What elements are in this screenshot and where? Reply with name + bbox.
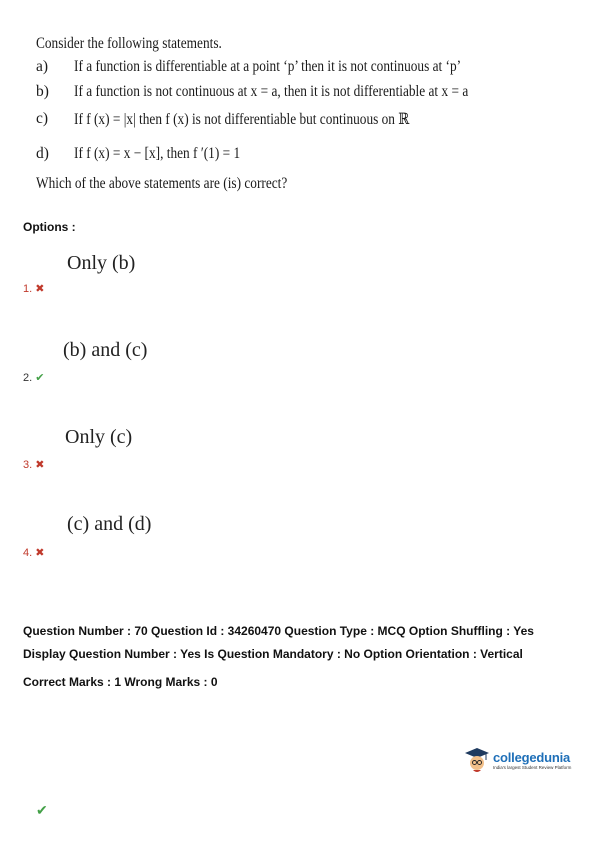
cross-icon: ✖	[35, 283, 45, 295]
option-2-number: 2.	[23, 372, 33, 384]
cross-icon: ✖	[35, 547, 45, 559]
question-meta-line-2: Display Question Number : Yes Is Question Mandatory : No Option Orientation : Vertical	[23, 647, 523, 661]
check-icon: ✔	[36, 802, 48, 818]
option-2-text[interactable]: (b) and (c)	[63, 339, 148, 361]
cross-icon: ✖	[35, 459, 45, 471]
option-1-text[interactable]: Only (b)	[67, 252, 136, 274]
option-4-text[interactable]: (c) and (d)	[67, 513, 152, 535]
graduate-icon	[464, 746, 490, 774]
question-intro: Consider the following statements.	[36, 35, 222, 52]
question-meta-line-1: Question Number : 70 Question Id : 34260470 Question Type : MCQ Option Shuffling : Yes	[23, 624, 534, 638]
question-meta-line-3: Correct Marks : 1 Wrong Marks : 0	[23, 675, 218, 689]
option-4-number: 4.	[23, 547, 33, 559]
statement-label-b: b)	[36, 83, 49, 100]
statement-b: If a function is not continuous at x = a, then it is not differentiable at x = a	[74, 83, 469, 100]
options-heading: Options :	[23, 220, 76, 234]
statement-d: If f (x) = x − [x], then f ′(1) = 1	[74, 145, 241, 162]
option-3-text[interactable]: Only (c)	[65, 426, 133, 448]
logo-tagline: India's largest Student Review Platform	[493, 765, 572, 770]
option-3-marker	[23, 455, 44, 473]
option-4-marker	[23, 543, 44, 561]
option-3-number: 3.	[23, 459, 33, 471]
statement-label-d: d)	[36, 145, 49, 162]
option-1-marker	[23, 279, 44, 297]
option-1-number: 1.	[23, 283, 33, 295]
question-prompt: Which of the above statements are (is) correct?	[36, 175, 288, 192]
collegedunia-logo	[464, 746, 571, 774]
logo-name: collegedunia	[493, 750, 571, 765]
statement-c: If f (x) = |x| then f (x) is not differentiable but continuous on ℝ	[74, 111, 410, 128]
statement-a: If a function is differentiable at a point ‘p’ then it is not continuous at ‘p’	[74, 58, 462, 75]
statement-label-c: c)	[36, 110, 49, 127]
statement-label-a: a)	[36, 58, 49, 75]
option-2-marker	[23, 368, 44, 386]
check-icon: ✔	[35, 372, 45, 384]
